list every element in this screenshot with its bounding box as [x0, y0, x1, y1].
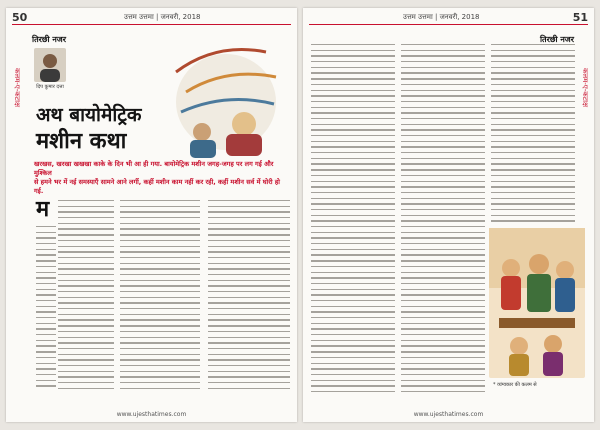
header-date: उत्तम उत्तमा | जनवरी, 2018: [403, 13, 480, 21]
illustration-caption: * व्यंग्यकार की कलम से: [493, 382, 537, 388]
author-photo: [34, 48, 66, 82]
page-number: 50: [12, 11, 28, 24]
header-rule: [309, 24, 588, 25]
side-label: कलम-ए-कटाक्ष: [13, 68, 21, 107]
right-page: [303, 8, 594, 422]
illustration-cartoon: [489, 228, 585, 378]
drop-cap: म: [36, 196, 50, 222]
body-column-2: [120, 200, 200, 396]
author-name: दिप कुमार दत्ता: [36, 84, 64, 90]
right-page-header: [303, 11, 594, 25]
left-page-header: [6, 11, 297, 25]
section-label: तिरछी नजर: [539, 35, 574, 44]
headline-line-1: अथ बायोमेट्रिक: [36, 104, 142, 126]
body-column-3: [491, 44, 575, 224]
body-column-1: [58, 200, 114, 396]
body-column-1: [311, 44, 395, 396]
page-number: 51: [572, 11, 588, 24]
deck-line-2: से हमने भर में नई समस्याएँ सामने आने लगीं, कहीं मशीन काम नहीं कर रही, कहीं मशीन सर्व में घोरी हो गई.: [34, 178, 280, 195]
header-rule: [12, 24, 291, 25]
section-label: तिरछी नजर: [32, 35, 67, 44]
body-column-3: [208, 200, 290, 396]
footer-url: www.ujesthatimes.com: [413, 411, 484, 418]
footer-url: www.ujesthatimes.com: [116, 411, 187, 418]
headline-line-2: मशीन कथा: [36, 128, 127, 154]
body-column-2: [401, 44, 485, 396]
side-label: कलम-ए-कटाक्ष: [581, 68, 589, 107]
body-column-1-left: [36, 226, 56, 396]
illustration-feathers: [156, 32, 290, 162]
header-date: उत्तम उत्तमा | जनवरी, 2018: [124, 13, 201, 21]
left-page: [6, 8, 297, 422]
deck-line-1: खरखस, खरखा खखखा काके के दिन भी आ ही गया. बायोमेट्रिक मशीन जगह-जगह पर लग गई और मुश्किल: [34, 160, 274, 177]
